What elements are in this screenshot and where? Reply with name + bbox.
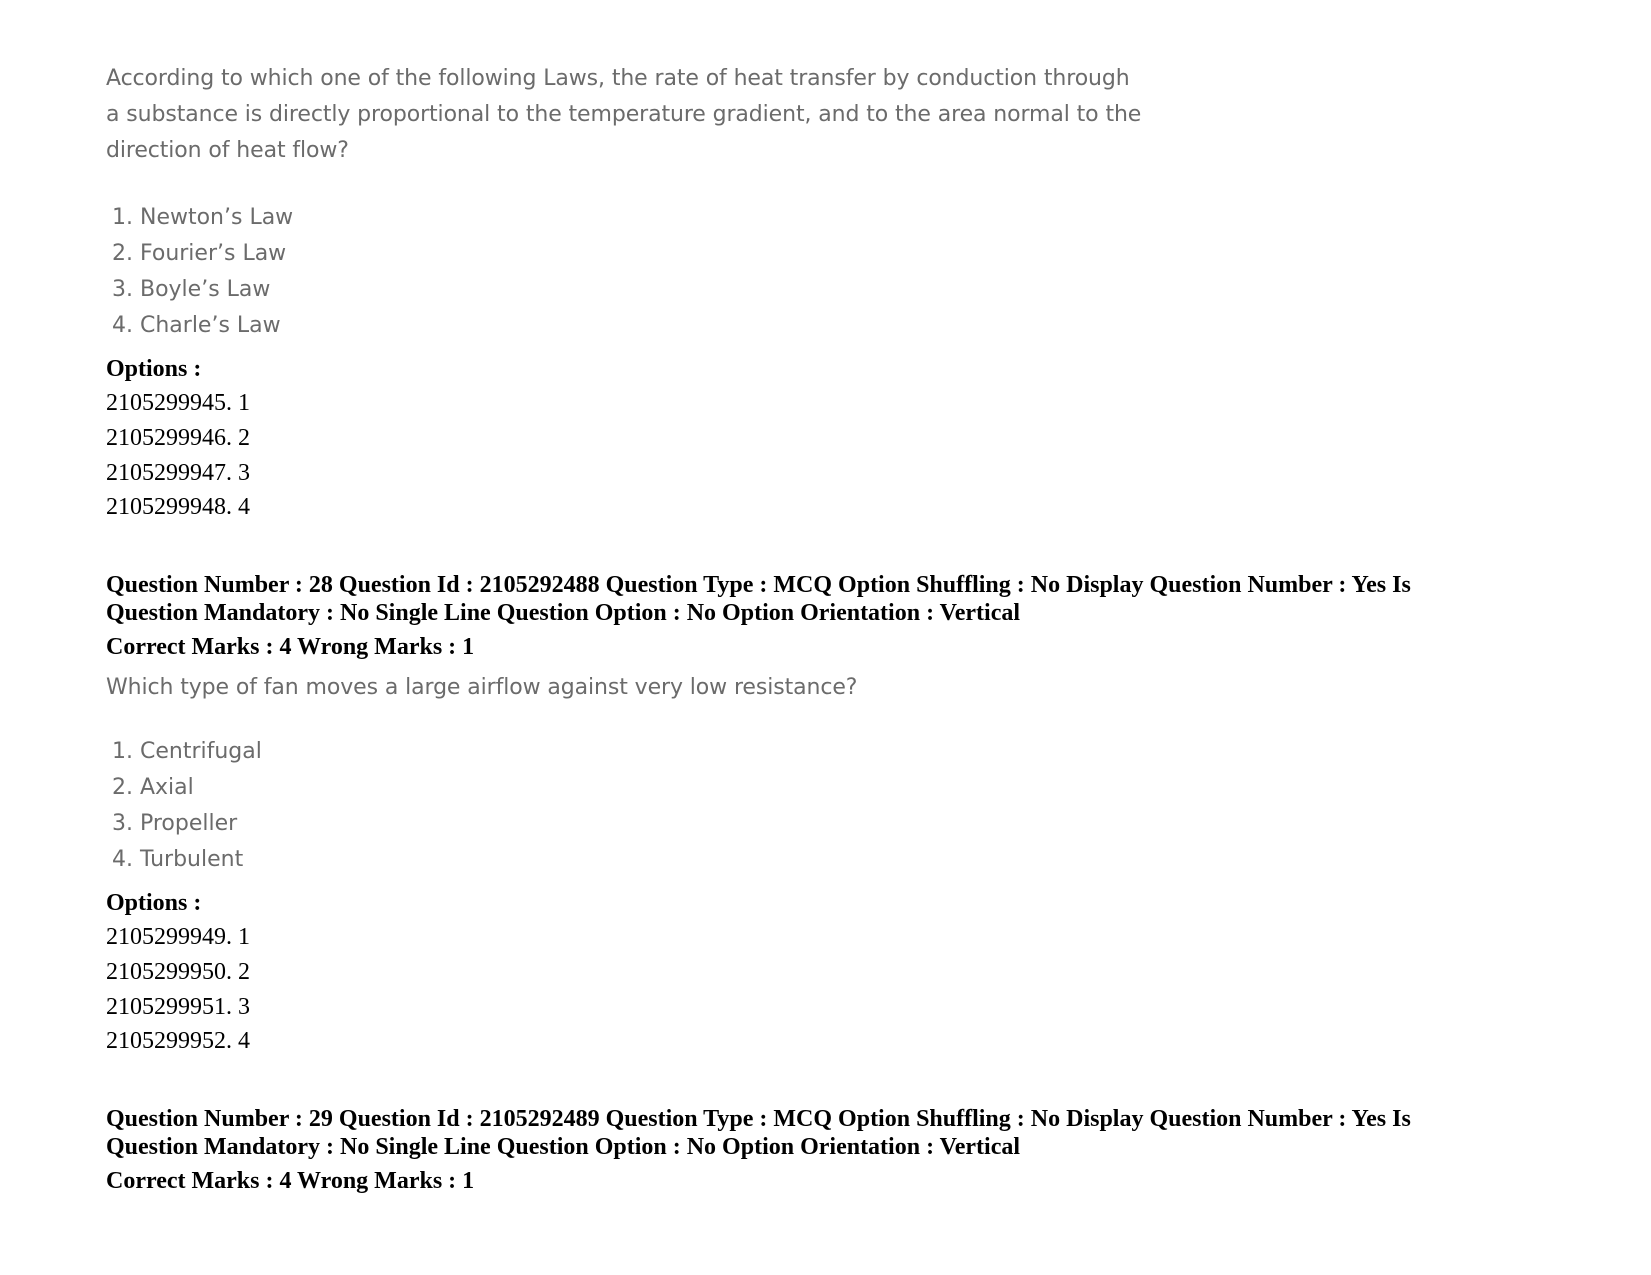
question-27-option-4: 2105299948. 4 xyxy=(106,494,250,520)
question-27-choice-3: 3. Boyle’s Law xyxy=(112,277,271,302)
question-28-option-2: 2105299950. 2 xyxy=(106,959,250,985)
question-27-text-line-1: According to which one of the following Laws, the rate of heat transfer by conduction through xyxy=(106,66,1130,91)
question-28-text: Which type of fan moves a large airflow against very low resistance? xyxy=(106,675,858,700)
question-27-text-line-2: a substance is directly proportional to the temperature gradient, and to the area normal to the xyxy=(106,102,1142,127)
question-27-option-3: 2105299947. 3 xyxy=(106,460,250,486)
question-27-text-line-3: direction of heat flow? xyxy=(106,138,349,163)
question-27-option-1: 2105299945. 1 xyxy=(106,390,250,416)
question-29-marks: Correct Marks : 4 Wrong Marks : 1 xyxy=(106,1168,475,1194)
question-28-option-4: 2105299952. 4 xyxy=(106,1028,250,1054)
question-27-option-2: 2105299946. 2 xyxy=(106,425,250,451)
question-29-meta-line-1: Question Number : 29 Question Id : 2105292489 Question Type : MCQ Option Shuffling : No Display Question Number : Yes Is xyxy=(106,1106,1411,1132)
question-28-options-label: Options : xyxy=(106,890,202,916)
question-28-meta-line-2: Question Mandatory : No Single Line Question Option : No Option Orientation : Vertical xyxy=(106,600,1021,626)
question-28-choice-2: 2. Axial xyxy=(112,775,194,800)
question-28-option-1: 2105299949. 1 xyxy=(106,924,250,950)
question-27-options-label: Options : xyxy=(106,356,202,382)
question-27-choice-2: 2. Fourier’s Law xyxy=(112,241,287,266)
question-28-marks: Correct Marks : 4 Wrong Marks : 1 xyxy=(106,634,475,660)
question-27-choice-1: 1. Newton’s Law xyxy=(112,205,294,230)
question-28-meta-line-1: Question Number : 28 Question Id : 2105292488 Question Type : MCQ Option Shuffling : No Display Question Number : Yes Is xyxy=(106,572,1411,598)
question-28-option-3: 2105299951. 3 xyxy=(106,994,250,1020)
question-27-choice-4: 4. Charle’s Law xyxy=(112,313,281,338)
question-28-choice-1: 1. Centrifugal xyxy=(112,739,262,764)
question-28-choice-3: 3. Propeller xyxy=(112,811,238,836)
question-28-choice-4: 4. Turbulent xyxy=(112,847,244,872)
question-29-meta-line-2: Question Mandatory : No Single Line Question Option : No Option Orientation : Vertical xyxy=(106,1134,1021,1160)
